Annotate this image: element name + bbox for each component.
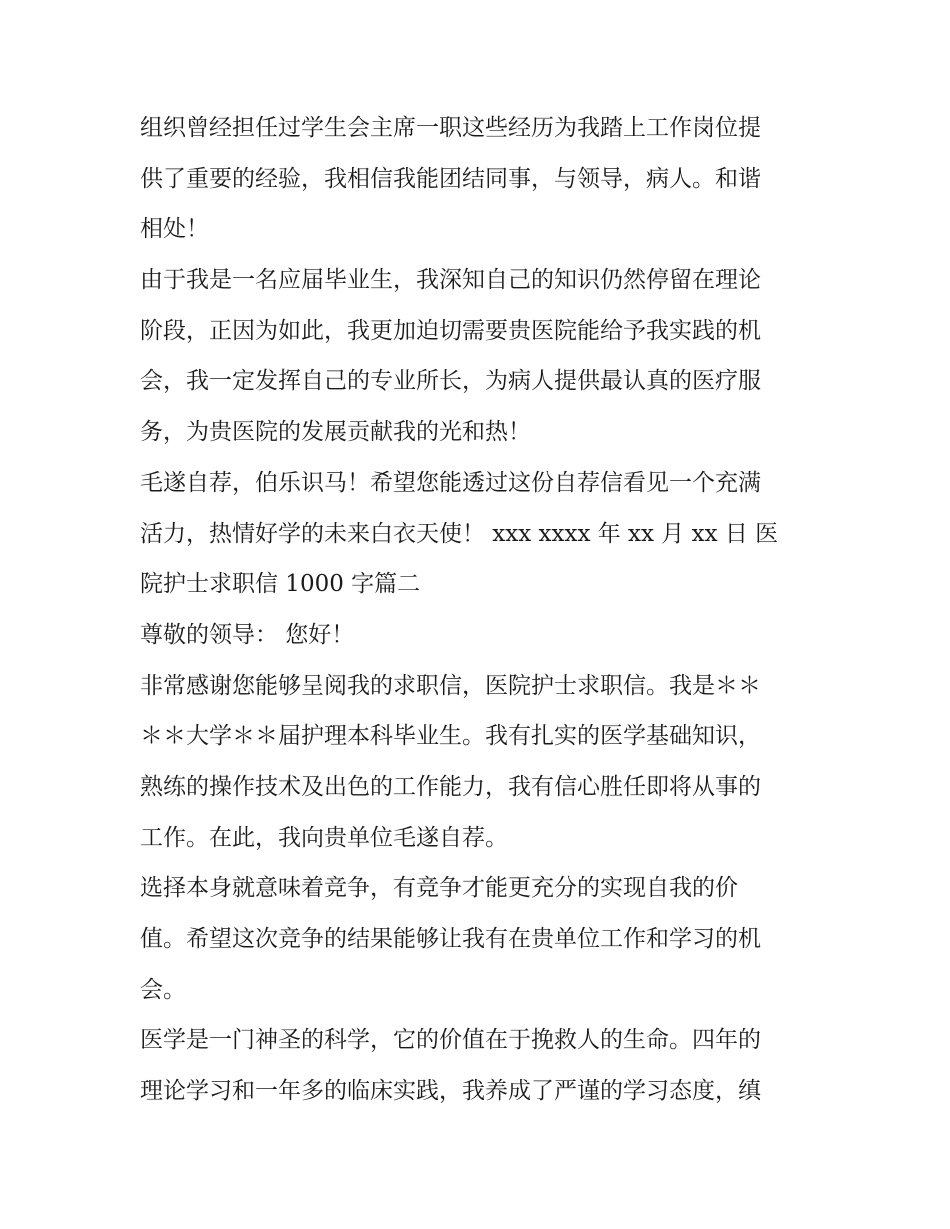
text-line: 由于我是一名应届毕业生，我深知自己的知识仍然停留在理论 [140, 267, 761, 294]
salutation-line: 尊敬的领导： 您好！ [140, 621, 355, 648]
text-line: 活力，热情好学的未来白衣天使！ xxx xxxx 年 xx 月 xx 日 医 [140, 520, 779, 547]
text-line: 值。希望这次竞争的结果能够让我有在贵单位工作和学习的机 [140, 926, 761, 952]
text-line: 医学是一门神圣的科学，它的价值在于挽救人的生命。四年的 [140, 1027, 761, 1054]
text-line: 会。 [140, 976, 186, 1003]
text-line: 熟练的操作技术及出色的工作能力，我有信心胜任即将从事的 [140, 773, 761, 800]
text-line: 相处！ [140, 216, 209, 243]
text-line: 阶段，正因为如此，我更加迫切需要贵医院能给予我实践的机 [140, 317, 761, 344]
section-title-line: 院护士求职信 1000 字篇二 [140, 571, 421, 598]
text-line: 供了重要的经验，我相信我能团结同事，与领导，病人。和谐 [140, 165, 761, 192]
text-line: 理论学习和一年多的临床实践，我养成了严谨的学习态度，缜 [140, 1078, 761, 1105]
text-line: 毛遂自荐，伯乐识马！希望您能透过这份自荐信看见一个充满 [140, 469, 761, 496]
text-line: 会，我一定发挥自己的专业所长，为病人提供最认真的医疗服 [140, 368, 761, 395]
text-line: ＊＊大学＊＊届护理本科毕业生。我有扎实的医学基础知识， [140, 723, 761, 750]
document-body [140, 103, 820, 1117]
text-line: 非常感谢您能够呈阅我的求职信，医院护士求职信。我是＊＊ [140, 672, 761, 699]
text-line: 务，为贵医院的发展贡献我的光和热！ [140, 419, 531, 446]
text-line: 组织曾经担任过学生会主席一职这些经历为我踏上工作岗位提 [140, 115, 761, 141]
text-line: 工作。在此，我向贵单位毛遂自荐。 [140, 824, 508, 851]
text-line: 选择本身就意味着竞争，有竞争才能更充分的实现自我的价 [140, 875, 738, 902]
